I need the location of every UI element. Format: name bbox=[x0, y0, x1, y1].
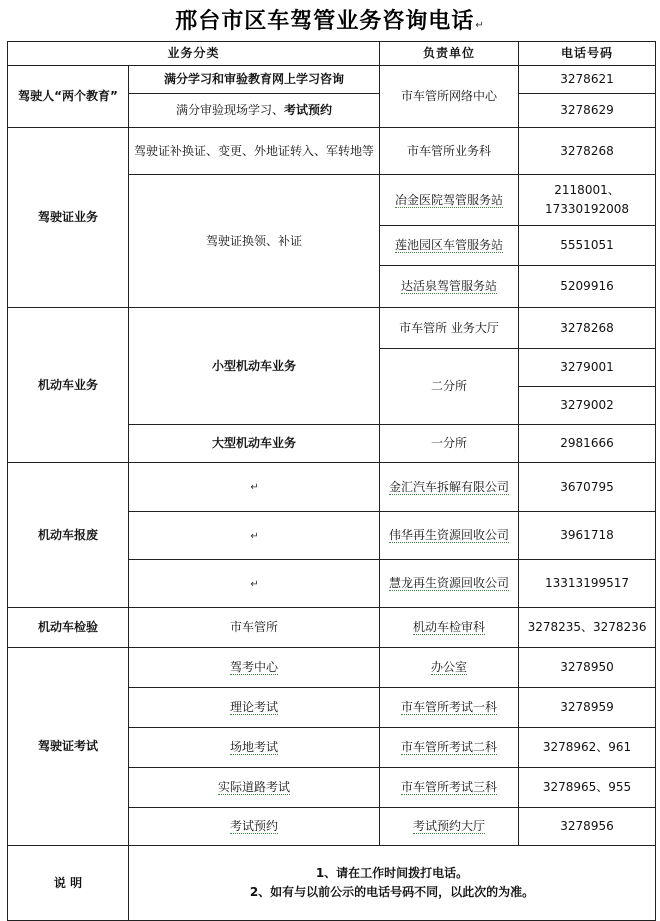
business-item: 理论考试 bbox=[129, 688, 380, 728]
header-phone: 电话号码 bbox=[519, 42, 656, 66]
note-line-1: 1、请在工作时间拨打电话。 bbox=[315, 866, 469, 880]
responsible-unit: 二分所 bbox=[380, 349, 519, 425]
business-item: 驾驶证补换证、变更、外地证转入、军转地等 bbox=[129, 128, 380, 175]
table-row bbox=[8, 66, 656, 94]
responsible-unit: 达活泉驾管服务站 bbox=[380, 266, 519, 308]
phone-number: 3278959 bbox=[519, 688, 656, 728]
business-item-empty: ↵ bbox=[129, 463, 380, 512]
business-item-empty: ↵ bbox=[129, 560, 380, 608]
table-header-row bbox=[8, 42, 656, 66]
phone-number: 13313199517 bbox=[519, 560, 656, 608]
phone-number: 5551051 bbox=[519, 226, 656, 266]
business-item: 驾驶证换领、补证 bbox=[129, 175, 380, 308]
category-scrap: 机动车报废 bbox=[8, 463, 129, 608]
page-title: 邢台市区车驾管业务咨询电话↵ bbox=[175, 9, 485, 34]
phone-number: 3961718 bbox=[519, 512, 656, 560]
contact-table bbox=[7, 41, 656, 921]
table-row bbox=[8, 128, 656, 175]
phone-number: 5209916 bbox=[519, 266, 656, 308]
phone-number: 3278621 bbox=[519, 66, 656, 94]
phone-number: 3279001 bbox=[519, 349, 656, 387]
category-inspection: 机动车检验 bbox=[8, 608, 129, 648]
business-item: 实际道路考试 bbox=[129, 768, 380, 808]
responsible-unit: 市车管所考试一科 bbox=[380, 688, 519, 728]
business-item-empty: ↵ bbox=[129, 512, 380, 560]
responsible-unit: 办公室 bbox=[380, 648, 519, 688]
business-item: 小型机动车业务 bbox=[129, 308, 380, 425]
category-notes: 说 明 bbox=[8, 846, 129, 921]
phone-number: 3278268 bbox=[519, 308, 656, 349]
phone-number: 3278629 bbox=[519, 94, 656, 128]
responsible-unit: 市车管所业务科 bbox=[380, 128, 519, 175]
responsible-unit: 市车管所网络中心 bbox=[380, 66, 519, 128]
category-exam: 驾驶证考试 bbox=[8, 648, 129, 846]
responsible-unit: 金汇汽车拆解有限公司 bbox=[380, 463, 519, 512]
phone-number: 3670795 bbox=[519, 463, 656, 512]
business-item: 满分审验现场学习、考试预约 bbox=[129, 94, 380, 128]
category-license: 驾驶证业务 bbox=[8, 128, 129, 308]
note-line-2: 2、如有与以前公示的电话号码不同，以此次的为准。 bbox=[249, 885, 535, 899]
table-row bbox=[8, 308, 656, 349]
business-item: 市车管所 bbox=[129, 608, 380, 648]
table-row bbox=[8, 648, 656, 688]
paragraph-mark-icon: ↵ bbox=[475, 20, 485, 31]
business-item: 考试预约 bbox=[129, 808, 380, 846]
phone-number: 3278268 bbox=[519, 128, 656, 175]
responsible-unit: 市车管所 业务大厅 bbox=[380, 308, 519, 349]
phone-number: 2981666 bbox=[519, 425, 656, 463]
responsible-unit: 冶金医院驾管服务站 bbox=[380, 175, 519, 226]
phone-number: 3279002 bbox=[519, 387, 656, 425]
responsible-unit: 考试预约大厅 bbox=[380, 808, 519, 846]
responsible-unit: 伟华再生资源回收公司 bbox=[380, 512, 519, 560]
business-item: 大型机动车业务 bbox=[129, 425, 380, 463]
responsible-unit: 市车管所考试三科 bbox=[380, 768, 519, 808]
phone-number: 3278965、955 bbox=[519, 768, 656, 808]
business-item: 满分学习和审验教育网上学习咨询 bbox=[129, 66, 380, 94]
responsible-unit: 一分所 bbox=[380, 425, 519, 463]
business-item: 场地考试 bbox=[129, 728, 380, 768]
table-row bbox=[8, 463, 656, 512]
category-education: 驾驶人“两个教育” bbox=[8, 66, 129, 128]
header-unit: 负责单位 bbox=[380, 42, 519, 66]
header-category: 业务分类 bbox=[8, 42, 380, 66]
category-vehicle: 机动车业务 bbox=[8, 308, 129, 463]
business-item: 驾考中心 bbox=[129, 648, 380, 688]
phone-number: 2118001、17330192008 bbox=[519, 175, 656, 226]
table-row bbox=[8, 608, 656, 648]
phone-number: 3278950 bbox=[519, 648, 656, 688]
notes-text bbox=[129, 846, 656, 921]
responsible-unit: 慧龙再生资源回收公司 bbox=[380, 560, 519, 608]
phone-number: 3278235、3278236 bbox=[519, 608, 656, 648]
responsible-unit: 莲池园区车管服务站 bbox=[380, 226, 519, 266]
responsible-unit: 市车管所考试二科 bbox=[380, 728, 519, 768]
responsible-unit: 机动车检审科 bbox=[380, 608, 519, 648]
phone-number: 3278962、961 bbox=[519, 728, 656, 768]
table-row bbox=[8, 846, 656, 921]
phone-number: 3278956 bbox=[519, 808, 656, 846]
